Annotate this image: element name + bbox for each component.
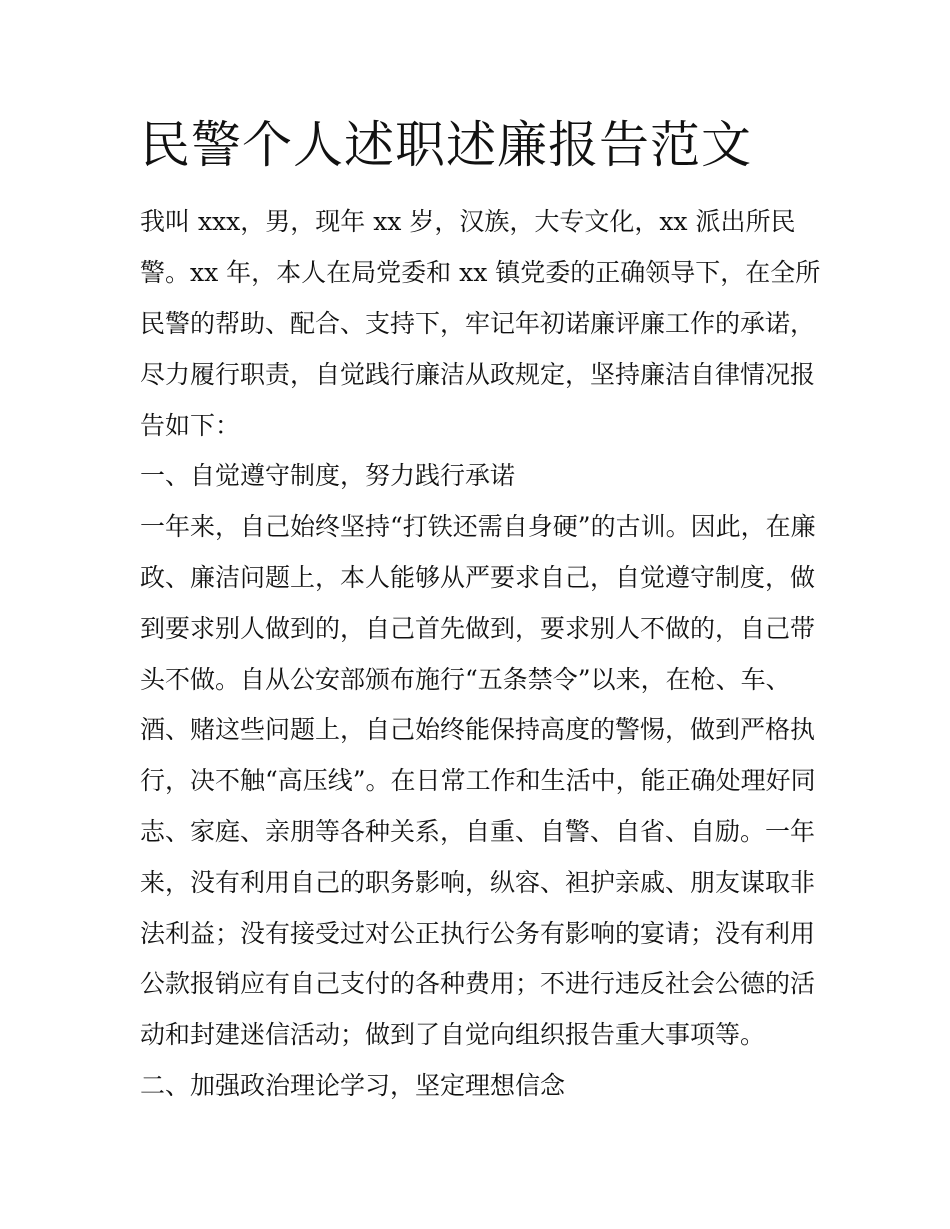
paragraph-line: 志、家庭、亲朋等各种关系，自重、自警、自省、自励。一年 [140,817,816,846]
paragraph-line: 动和封建迷信活动；做到了自觉向组织报告重大事项等。 [140,1020,766,1049]
paragraph-line: 公款报销应有自己支付的各种费用；不进行违反社会公德的活 [140,969,816,998]
paragraph-line: 行，决不触“高压线”。在日常工作和生活中，能正确处理好同 [140,766,816,795]
section-heading: 一、自觉遵守制度，努力践行承诺 [140,461,516,490]
paragraph-line: 酒、赌这些问题上，自己始终能保持高度的警惕，做到严格执 [140,715,816,744]
paragraph-line: 来，没有利用自己的职务影响，纵容、袒护亲戚、朋友谋取非 [140,868,816,897]
section-heading: 二、加强政治理论学习，坚定理想信念 [140,1071,566,1100]
paragraph-line: 一年来，自己始终坚持“打铁还需自身硬”的古训。因此，在廉 [140,512,816,541]
paragraph-line: 头不做。自从公安部颁布施行“五条禁令”以来，在枪、车、 [140,665,791,694]
paragraph-line: 告如下： [140,411,241,440]
paragraph-line: 民警的帮助、配合、支持下，牢记年初诺廉评廉工作的承诺， [140,309,816,338]
paragraph-line: 到要求别人做到的，自己首先做到，要求别人不做的，自己带 [140,614,816,643]
paragraph-line: 我叫 xxx，男，现年 xx 岁，汉族，大专文化，xx 派出所民 [140,207,796,236]
paragraph-line: 法利益；没有接受过对公正执行公务有影响的宴请；没有利用 [140,919,816,948]
paragraph-line: 警。xx 年，本人在局党委和 xx 镇党委的正确领导下，在全所 [140,258,821,287]
document-title: 民警个人述职述廉报告范文 [140,116,752,174]
paragraph-line: 尽力履行职责，自觉践行廉洁从政规定，坚持廉洁自律情况报 [140,360,816,389]
paragraph-line: 政、廉洁问题上，本人能够从严要求自己，自觉遵守制度，做 [140,563,816,592]
